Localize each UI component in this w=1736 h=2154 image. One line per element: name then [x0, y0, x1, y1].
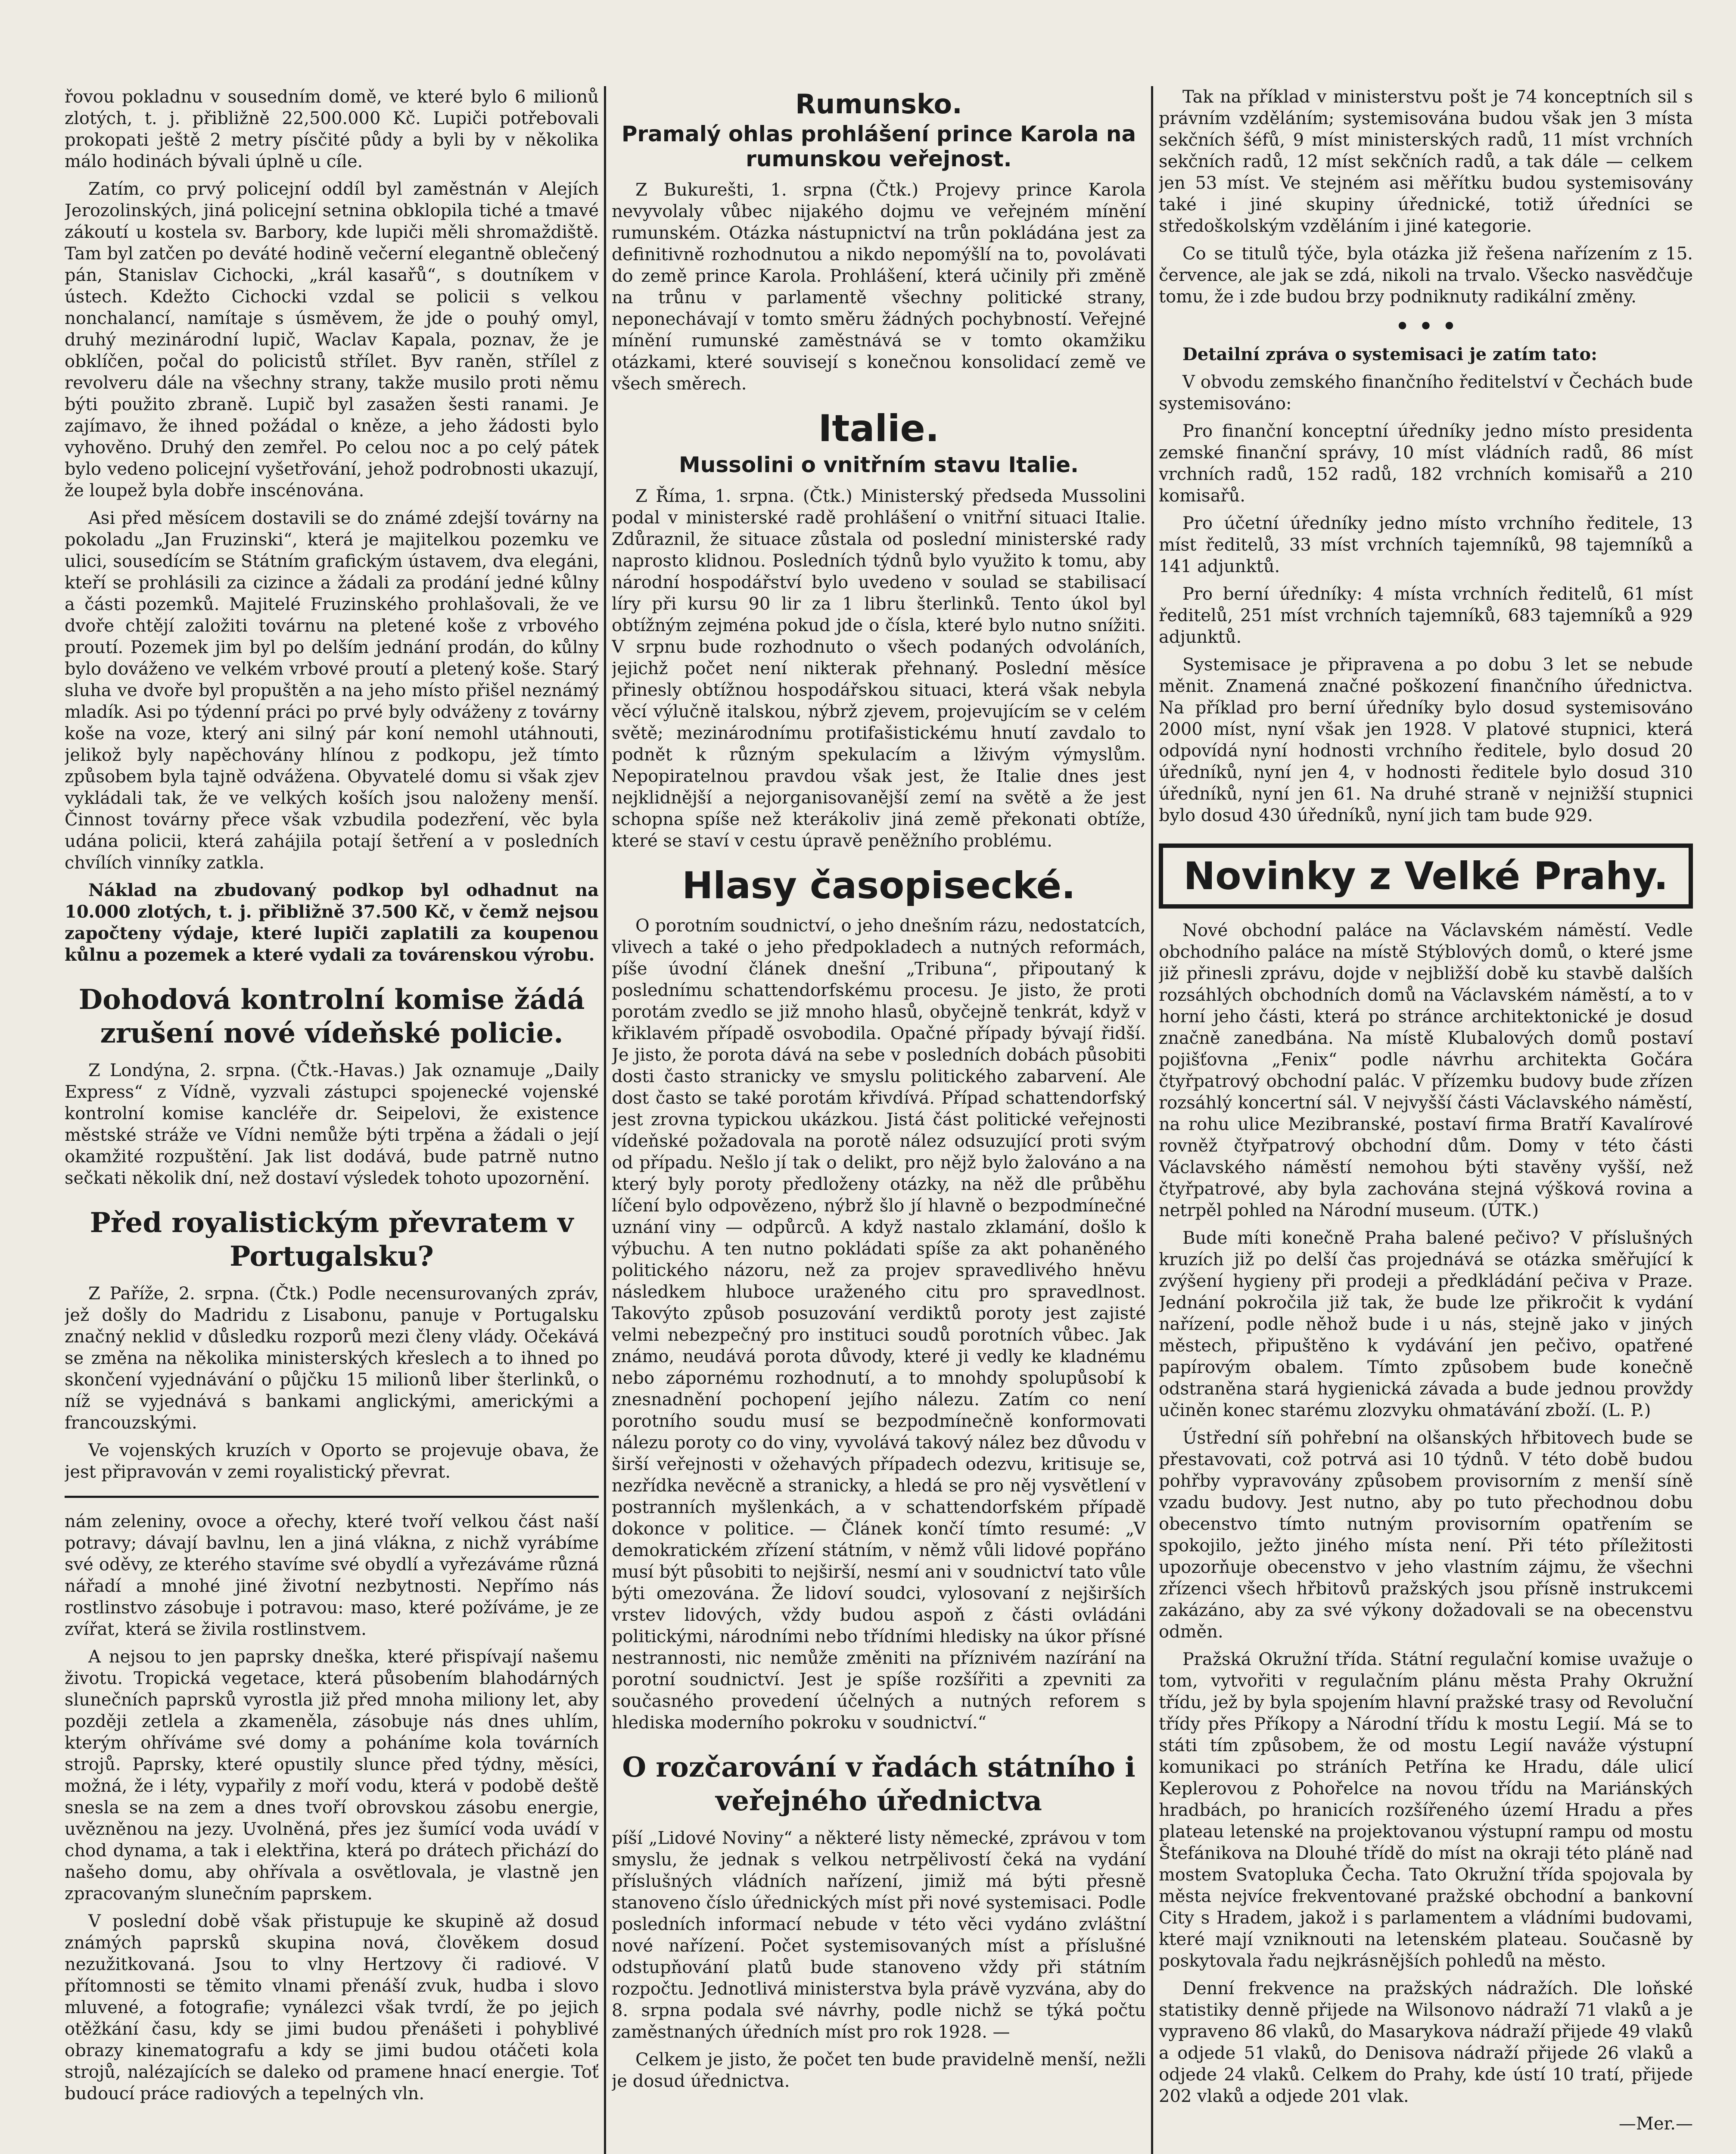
article-paragraph: O porotním soudnictví, o jeho dnešním rázu, nedostatcích, vlivech a také o jeho předpokladech a nutných reformách, píše úvodní článek dnešní „Tribuna“, připoutaný k poslednímu schattendorfskému procesu. Je jisto, že proti porotám zvedlo se již mnoho hlasů, obyčejně tenkrát, když v křiklavém případě osvobodila. Opačné případy bývají řidší. Je jisto, že porota dává na sebe v posledních dobách působiti dosti často stranicky ve smyslu politického zabarvení. Ale dost často se také porotám křivdívá. Případ schattendorfský jest zrovna typickou ukázkou. Jistá část politické veřejnosti vídeňské požadovala na porotě nález odsuzující proti svým od případu. Nešlo jí tak o delikt, pro nějž bylo žalováno a na který byly poroty předloženy otázky, na něž dle průběhu líčení bylo odpovězeno, nýbrž šlo jí hlavně o bezpodmínečné uznání viny — odpůrců. A když nastalo zklamání, došlo k výbuchu. A ten nutno pokládati spíše za akt pohaněného politického názoru, než za projev spravedlivého hněvu následkem hluboce uraženého citu pro spravedlnost. Takovýto způsob posuzování verdiktů poroty jest zajisté velmi nebezpečný pro instituci soudů porotních vůbec. Jak známo, neudává porota důvody, které ji vedly ke kladnému nebo zápornému rozhodnutí, a to mnohdy spolupůsobí k znesnadnění pochopení jejího nálezu. Zatím co není porotního soudu musí se bezpodmínečně konformovati nálezu poroty co do viny, vyvolává takový nález bez důvodu v širší veřejnosti v ožehavých případech odezvu, kritisuje se, nezřídka nevěcně a stranicky, a hledá se pro něj vysvětlení v postranních myšlenkách, a v schattendorfském případě dokonce v politice. — Článek končí tímto resumé: „V demokratickém zřízení státním, v němž vůli lidové popřáno musí být působiti to nejširší, nesmí ani v soudnictví tato vůle býti omezována. Že lidoví soudci, vylosovaní z nejširších vrstev lidových, vždy budou aspoň z části ovládáni politickými, národními nebo třídními hledisky na úkor přísné nestrannosti, nic nemůže změniti na příznivém nazírání na porotní soudnictví. Jest je spíše rozšířiti a zpevniti za současného provedení účelných a nutných reforem s hlediska moderního pokroku v soudnictví.“: [612, 915, 1146, 1733]
section-divider: [65, 1496, 599, 1498]
article-paragraph: Zatím, co prvý policejní oddíl byl zaměstnán v Alejích Jerozolinských, jiná policejní setnina obklopila tiché a tmavé zákoutí u kostela sv. Barbory, kde lupiči měli shromaždiště. Tam byl zatčen po deváté hodině večerní elegantně oblečený pán, Stanislav Cichocki, „král kasařů“, s doutníkem v ústech. Kdežto Cichocki vzdal se policii s velkou nonchalancí, namítaje s úsměvem, že jde o pouhý omyl, druhý mezinárodní lupič, Waclav Kapala, poznav, že je obklíčen, počal do policistů střílet. Byv raněn, střílel z revolveru dále na všechny strany, takže musilo proti němu býti použito zbraně. Lupič byl zasažen šesti ranami. Je zajímavo, že ihned požádal o kněze, a jeho žádosti bylo vyhověno. Druhý den zemřel. Po celou noc a po celý pátek bylo vedeno policejní vyšetřování, jehož podrobnosti ukazují, že loupež byla dobře inscénována.: [65, 179, 599, 501]
article-paragraph: Ústřední síň pohřební na olšanských hřbitovech bude se přestavovati, což potrvá asi 10 týdnů. V této době budou pohřby vypravovány způsobem provisorním z menší síně vzadu budovy. Jest nutno, aby po tuto přechodnou dobu obecenstvo tímto nutným provisorním opatřením se spokojilo, ježto jiného místa není. Při této příležitosti upozorňuje obecenstvo v jeho vlastním zájmu, že všechni zřízenci všech hřbitovů pražských jsou přísně instrukcemi zakázáno, aby za své výkony dožadovali se na obecenstvu odměn.: [1159, 1428, 1693, 1642]
article-paragraph: Z Říma, 1. srpna. (Čtk.) Ministerský předseda Mussolini podal v ministerské radě prohlášení o vnitřní situaci Italie. Zdůraznil, že situace zůstala od poslední ministerské rady naprosto klidnou. Posledních týdnů bylo využito k tomu, aby národní hospodářství bylo uvedeno v soulad se stabilisací líry při kursu 90 lir za 1 libru šterlinků. Tento úkol byl obtížným zejména pokud jde o čísla, které bylo nutno snížiti. V srpnu bude rozhodnuto o všech podaných odvoláních, jejichž počet není nikterak přehnaný. Poslední měsíce přinesly obtížnou hospodářskou situaci, která však nebyla věcí výlučně italskou, nýbrž zjevem, projevujícím se v celém světě; mezinárodnímu protifašistickému hnutí zavdalo to podnět k různým spekulacím a lživým výmyslům. Nepopiratelnou pravdou však jest, že Italie dnes jest nejklidnější a nejorganisovanější zemí na světě a že jest schopna spíše než kterákoliv jiná země překonati obtíže, které se staví v cestu úpravě peněžního problému.: [612, 486, 1146, 851]
heading-title: Rumunsko.: [795, 88, 962, 120]
article-paragraph: píší „Lidové Noviny“ a některé listy německé, zprávou v tom smyslu, že jednak s velkou netrpělivostí čeká na vydání příslušných vládních nařízení, jimiž má býti přesně stanoveno číslo úřednických míst při nové systemisaci. Podle posledních informací nebude v této věci vydáno zvláštní nové nařízení. Počet systemisovaných míst a příslušné odstupňování platů bude stanoveno vždy při státním rozpočtu. Jednotlivá ministerstva byla právě vyzvána, aby do 8. srpna podala své návrhy, podle nichž se týká počtu zaměstnaných úředních míst pro rok 1928. —: [612, 1828, 1146, 2042]
article-paragraph: Bude míti konečně Praha balené pečivo? V příslušných kruzích již po delší čas projednává se otázka směřující k zvýšení hygieny při prodeji a předkládání pečiva v Praze. Jednání pokročila již tak, že bude lze přikročit k vydání nařízení, podle něhož bude i u nás, stejně jako v jiných městech, připuštěno k vydávání jen pečivo, opatřené papírovým obalem. Tímto způsobem bude konečně odstraněna stará hygienická závada a bude jednou provždy učiněn konec starému zlozvyku ohmatávání zboží. (L. P.): [1159, 1228, 1693, 1420]
article-paragraph: V obvodu zemského finančního ředitelství v Čechách bude systemisováno:: [1159, 372, 1693, 414]
section-dots: • • •: [1394, 311, 1457, 342]
section-heading-novinky: Novinky z Velké Prahy.: [1159, 844, 1693, 909]
article-paragraph: Pro berní úředníky: 4 místa vrchních ředitelů, 61 míst ředitelů, 251 míst vrchních tajemníků, 683 tajemníků a 929 adjunktů.: [1159, 584, 1693, 647]
column-1: [65, 86, 599, 2154]
heading-subtitle: Mussolini o vnitřním stavu Italie.: [679, 452, 1079, 478]
article-paragraph: Pro účetní úředníky jedno místo vrchního ředitele, 13 míst ředitelů, 33 míst vrchních tajemníků, 98 tajemníků a 141 adjunktů.: [1159, 514, 1693, 576]
article-paragraph: Asi před měsícem dostavili se do známé zdejší továrny na pokoladu „Jan Fruzinski“, která je majitelkou pozemku ve ulici, sousedícím se Státním grafickým ústavem, dva elegáni, kteří se prohlásili za cizince a žádali za prodání jedné kůlny a části pozemků. Majitelé Fruzinského prohlašovali, že ve dvoře chtějí založiti továrnu na pletené koše z vrbového proutí. Pozemek jim byl po delším jednání prodán, do kůlny bylo dováženo ve velkém vrbové proutí a pletený koše. Starý sluha ve dvoře byl propuštěn a na jeho místo přišel neznámý mladík. Asi po týdenní práci po prvé byly odváženy z továrny koše na voze, který ani silný pár koní nemohl utáhnouti, jelikož byly napěchovány hlínou z podkopu, jež tímto způsobem byla tajně odvážena. Obyvatelé domu si však zjev vykládali tak, že ve velkých koších jsou naloženy menší. Činnost továrny přece však vzbudila podezření, věc byla udána policii, která zahájila potají šetření a v posledních chvílích vinníky zatkla.: [65, 508, 599, 873]
heading-subtitle: Pramalý ohlas prohlášení prince Karola na rumunskou veřejnost.: [621, 121, 1136, 171]
headline-dohoda: Dohodová kontrolní komise žádá zrušení nové vídeňské policie.: [78, 984, 585, 1049]
column-rule: [1151, 86, 1153, 2154]
column-rule: [604, 86, 606, 2154]
heading-title: Hlasy časopisecké.: [682, 864, 1076, 907]
column-2: [612, 86, 1146, 2154]
article-paragraph: Náklad na zbudovaný podkop byl odhadnut na 10.000 zlotých, t. j. přibližně 37.500 Kč, v čemž nejsou započteny výdaje, které lupiči zaplatili za koupenou kůlnu a pozemek a které vydali za továrenskou výrobu.: [65, 880, 599, 965]
heading-title: Italie.: [818, 407, 940, 451]
article-paragraph: Z Bukurešti, 1. srpna (Čtk.) Projevy prince Karola nevyvolaly vůbec nijakého dojmu ve veřejném mínění rumunském. Otázka nástupnictví na trůn pokládána jest za definitivně rozhodnutou a nikdo nepomýšlí na to, povolávati do země prince Karola. Prohlášení, která učinily při změně na trůnu v parlamentě všechny politické strany, neponechávají v tomto směru žádných pochybností. Veřejné mínění rumunské zaměstnává se v tomto okamžiku otázkami, které souvisejí s konečnou konsolidací země ve všech směrech.: [612, 180, 1146, 394]
article-paragraph: Systemisace je připravena a po dobu 3 let se nebude měnit. Znamená značné poškození finančního úřednictva. Na příklad pro berní úředníky bylo dosud systemisováno 2000 míst, nyní však jen 1928. V platové stupnici, která odpovídá nyní hodnosti vrchního ředitele, bylo dosud 20 úředníků, nyní jen 4, v hodnosti ředitele bylo dosud 310 úředníků, nyní jen 61. Na druhé straně v nejnižší stupnici bylo dosud 430 úředníků, nyní jich tam bude 929.: [1159, 655, 1693, 825]
signature: —Mer.—: [1618, 2114, 1693, 2134]
newspaper-page: [65, 86, 1693, 2154]
article-paragraph: Z Londýna, 2. srpna. (Čtk.-Havas.) Jak oznamuje „Daily Express“ z Vídně, vyzvali zástupci spojenecké vojenské kontrolní komise kancléře dr. Seipelovi, že existence městské stráže ve Vídni nemůže býti trpěna a žádali o její okamžité rozpuštění. Jak list dodává, bude patrně nutno sečkati několik dní, než dostaví výsledek tohoto upozornění.: [65, 1061, 599, 1188]
article-paragraph: Celkem je jisto, že počet ten bude pravidelně menší, nežli je dosud úřednictva.: [612, 2049, 1146, 2091]
article-paragraph: Detailní zpráva o systemisaci je zatím tato:: [1182, 344, 1597, 364]
headline-portugalsko: Před royalistickým převratem v Portugalsku?: [90, 1207, 574, 1273]
article-paragraph: Pro finanční konceptní úředníky jedno místo presidenta zemské finanční správy, 10 míst vládních radů, 86 míst vrchních radů, 152 radů, 182 vrchních komisařů a 210 komisařů.: [1159, 421, 1693, 506]
column-3: [1159, 86, 1693, 2154]
article-paragraph: Nové obchodní paláce na Václavském náměstí. Vedle obchodního paláce na místě Stýblových domů, o které jsme již přinesli zprávu, dojde v nejbližší době ku stavbě dalších rozsáhlých obchodních domů na Václavském náměstí, a to v horní jeho části, která po stránce architektonické je dosud značně zanedbána. Na místě Klubalových domů postaví pojišťovna „Fenix“ podle návrhu architekta Gočára čtyřpatrový obchodní palác. V přízemku budovy bude zřízen rozsáhlý koncertní sál. V nejvyšší části Václavského náměstí, na rohu ulice Mezibranské, postaví firma Bratří Kavalírové rovněž čtyřpatrový obchodní dům. Domy v této části Václavského náměstí nemohou býti stavěny vyšší, než čtyřpatrové, aby byla zachována stejná výšková rovina a netrpěl pohled na Národní museum. (ÚTK.): [1159, 921, 1693, 1220]
section-heading-hlasy: [612, 865, 1146, 907]
article-paragraph: Co se titulů týče, byla otázka již řešena nařízením z 15. července, ale jak se zdá, nikoli na trvalo. Všecko nasvědčuje tomu, že i zde budou brzy podniknuty radikální změny.: [1159, 244, 1693, 307]
article-paragraph: V poslední době však přistupuje ke skupině až dosud známých paprsků skupina nová, člověkem dosud nezužitkovaná. Jsou to vlny Hertzovy či radiové. V přítomnosti se těmito vlnami přenáší zvuk, hudba i slovo mluvené, a fotografie; vynálezci však tvrdí, že po jejich otěžkání času, kdy se jimi budou přenášeti i pohyblivé obrazy kinematografu a kdy se jimi budou otáčeti kola strojů, nalézajících se daleko od pramene hnací energie. Toť budoucí práce radiových a tepelných vln.: [65, 1911, 599, 2104]
headline-urednictvo: O rozčarování v řadách státního i veřejného úřednictva: [622, 1751, 1136, 1817]
article-paragraph: Z Paříže, 2. srpna. (Čtk.) Podle necensurovaných zpráv, jež došly do Madridu z Lisabonu, panuje v Portugalsku značný neklid v důsledku rozporů mezi členy vlády. Očekává se změna na několika ministerských křeslech a to ihned po skončení vyjednávání o půjčku 15 milionů liber šterlinků, o níž se vyjednává s bankami anglickými, americkými a francouzskými.: [65, 1284, 599, 1433]
article-paragraph: nám zeleniny, ovoce a ořechy, které tvoří velkou část naší potravy; dávají bavlnu, len a jiná vlákna, z nichž vyrábíme své oděvy, ze kterého stavíme své obydlí a vyřezáváme různá nářadí a mnohé jiné životní nezbytnosti. Nepřímo nás rostlinstvo zásobuje i potravou: maso, které požíváme, je ze zvířat, která se živila rostlinstvem.: [65, 1512, 599, 1639]
article-paragraph: Ve vojenských kruzích v Oporto se projevuje obava, že jest připravován v zemi royalistický převrat.: [65, 1441, 599, 1482]
article-paragraph: A nejsou to jen paprsky dneška, které přispívají našemu životu. Tropická vegetace, která působením blahodárných slunečních paprsků vyrostla již před mnoha miliony let, aby později zetlela a zkameněla, zásobuje nás dnes uhlím, kterým ohříváme své domy a poháníme kola továrních strojů. Paprsky, které opustily slunce před týdny, měsíci, možná, že i léty, vypařily z moří vodu, která v podobě deště snesla se na zem a dnes tvoří obrovskou zásobu energie, uvězněnou na jezy. Uvolněná, přes jez šumící voda uvádí v chod dynama, a tak i elektřina, která po drátech přichází do našeho domu, aby ohřívala a osvětlovala, je vlastně jen zpracovaným slunečním paprskem.: [65, 1647, 599, 1904]
section-heading-italie: [612, 408, 1146, 477]
article-paragraph: Pražská Okružní třída. Státní regulační komise uvažuje o tom, vytvořiti v regulačním plánu města Prahy Okružní třídu, jež by byla spojením hlavní pražské trasy od Revoluční třídy přes Příkopy a Národní třídu k mostu Legií. Má se to státi tím způsobem, že od mostu Legií naváže výstupní komunikaci po stráních Petřína ke Hradu, dále ulicí Keplerovou z Pohořelce na novou třídu na Mariánských hradbách, po hranicích rozšířeného území Hradu a přes plateau letenské na projektovanou výstupní rampu od mostu Štefánikova na Dlouhé třídě do míst na okraji této pláně nad mostem Svatopluka Čecha. Tato Okružní třída spojovala by města nejvíce frekventované pražské obchodní a bankovní City s Hradem, jakož i s parlamentem a vládními budovami, které mají vzniknouti na letenském plateau. Současně by poskytovala řadu nejkrásnějších pohledů na město.: [1159, 1650, 1693, 1971]
article-paragraph: Tak na příklad v ministerstvu pošt je 74 konceptních sil s právním vzděláním; systemisována budou však jen 3 místa sekčních šéfů, 9 míst ministerských radů, 11 míst vrchních sekčních radů, 12 míst sekčních radů, a tak dále — celkem jen 53 míst. Ve stejném asi měřítku budou systemisovány také i jiné skupiny úřednické, totiž úředníci se středoškolským vzděláním i jiné kategorie.: [1159, 87, 1693, 236]
article-paragraph: Denní frekvence na pražských nádražích. Dle loňské statistiky denně přijede na Wilsonovo nádraží 71 vlaků a je vypraveno 86 vlaků, do Masarykova nádraží přijede 49 vlaků a odjede 51 vlaků, do Denisova nádraží přijede 26 vlaků a odjede 24 vlaků. Celkem do Prahy, kde ústí 10 tratí, přijede 202 vlaků a odjede 201 vlak.: [1159, 1979, 1693, 2106]
section-heading-rumunsko: [612, 89, 1146, 171]
article-paragraph: řovou pokladnu v sousedním domě, ve které bylo 6 milionů zlotých, t. j. přibližně 22,500.000 Kč. Lupiči potřebovali prokopati ještě 2 metry písčité půdy a byli by v několika málo hodinách bývali úplně u cíle.: [65, 87, 599, 171]
